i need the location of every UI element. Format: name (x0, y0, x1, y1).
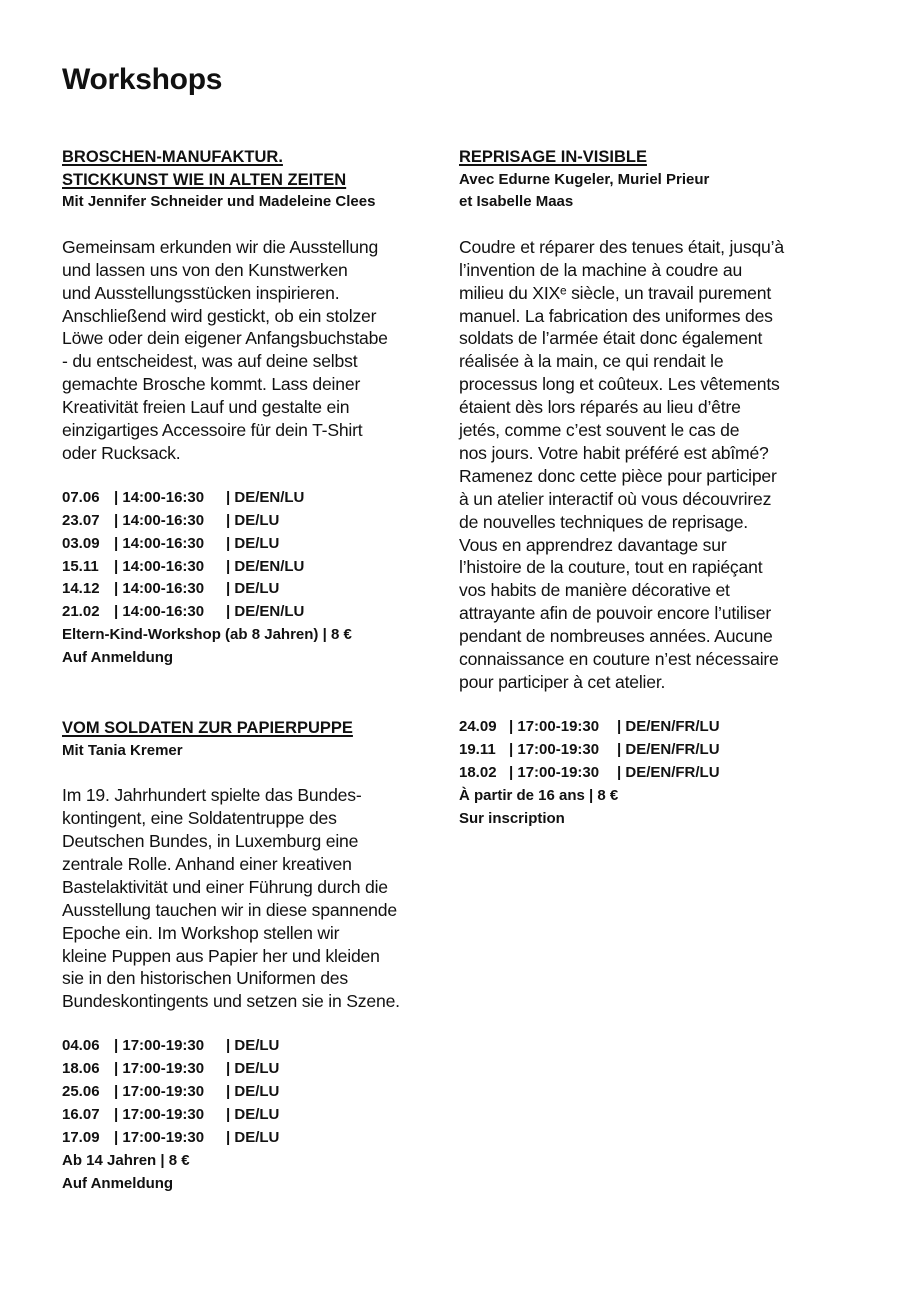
schedule-time: | 14:00-16:30 (114, 603, 205, 621)
workshop-schedule (459, 716, 839, 831)
schedule-date: 24.09 (459, 717, 497, 735)
schedule-row (62, 556, 442, 579)
workshop-instructors (459, 169, 839, 214)
description-line: pendant de nombreuses années. Aucune (459, 626, 773, 647)
schedule-languages: | DE/LU (226, 580, 280, 598)
workshop-description (62, 236, 442, 465)
instructors-line: et Isabelle Maas (459, 193, 574, 211)
schedule-time: | 17:00-19:30 (509, 740, 600, 758)
schedule-row (62, 533, 442, 556)
workshop-description (62, 784, 442, 1013)
description-line: à un atelier interactif où vous découvrirez (459, 488, 772, 509)
description-line: attrayante afin de pouvoir encore l’utiliser (459, 603, 771, 624)
description-line: und lassen uns von den Kunstwerken (62, 259, 348, 280)
schedule-languages: | DE/EN/FR/LU (617, 717, 720, 735)
schedule-date: 16.07 (62, 1105, 100, 1123)
schedule-date: 17.09 (62, 1128, 100, 1146)
schedule-date: 23.07 (62, 511, 100, 529)
description-line: Bundeskontingents und setzen sie in Szene. (62, 991, 400, 1012)
description-line: manuel. La fabrication des uniformes des (459, 305, 773, 326)
description-line: Coudre et réparer des tenues était, jusqu’à (459, 236, 784, 257)
schedule-languages: | DE/EN/FR/LU (617, 763, 720, 781)
workshop-title-line: REPRISAGE IN-VISIBLE (459, 148, 647, 166)
description-line: Gemeinsam erkunden wir die Ausstellung (62, 236, 379, 257)
description-line: l’invention de la machine à coudre au (459, 259, 743, 280)
description-line: réalisée à la main, ce qui rendait le (459, 351, 724, 372)
workshop-title (62, 146, 442, 191)
workshop-registration-note: Auf Anmeldung (62, 1174, 174, 1192)
description-line: Anschließend wird gestickt, ob ein stolzer (62, 305, 377, 326)
schedule-languages: | DE/EN/LU (226, 557, 305, 575)
description-line: Ausstellung tauchen wir in diese spannende (62, 899, 397, 920)
description-line: kontingent, eine Soldatentruppe des (62, 808, 337, 829)
schedule-time: | 17:00-19:30 (509, 717, 600, 735)
description-line: de nouvelles techniques de reprisage. (459, 511, 748, 532)
description-line: connaissance en couture n’est nécessaire (459, 649, 779, 670)
workshop-vom-soldaten-zur-papierpuppe (62, 717, 442, 1196)
description-line: jetés, comme c’est souvent le cas de (459, 420, 740, 441)
workshop-broschen-manufaktur (62, 146, 442, 670)
description-line: kleine Puppen aus Papier her und kleiden (62, 945, 380, 966)
page-title: Workshops (62, 63, 223, 96)
schedule-date: 18.02 (459, 763, 497, 781)
description-line: Bastelaktivität und einer Führung durch die (62, 876, 388, 897)
workshop-title (459, 146, 839, 169)
schedule-date: 14.12 (62, 580, 100, 598)
workshop-registration-note: Auf Anmeldung (62, 649, 174, 667)
workshop-title-line: STICKKUNST WIE IN ALTEN ZEITEN (62, 170, 347, 189)
schedule-languages: | DE/EN/LU (226, 488, 305, 506)
schedule-date: 07.06 (62, 488, 100, 506)
workshop-instructors: Mit Jennifer Schneider und Madeleine Clees (62, 193, 376, 211)
description-line: sie in den historischen Uniformen des (62, 968, 348, 989)
schedule-time: | 14:00-16:30 (114, 511, 205, 529)
schedule-time: | 14:00-16:30 (114, 557, 205, 575)
workshop-instructors: Mit Tania Kremer (62, 741, 183, 759)
schedule-row (62, 1127, 442, 1150)
description-line: pour participer à cet atelier. (459, 672, 666, 692)
instructors-line: Avec Edurne Kugeler, Muriel Prieur (459, 170, 710, 188)
workshop-price-note: Ab 14 Jahren | 8 € (62, 1151, 190, 1169)
schedule-row (459, 739, 839, 762)
description-line: - du entscheidest, was auf deine selbst (62, 351, 358, 372)
schedule-row (459, 716, 839, 739)
description-line: einzigartiges Accessoire für dein T-Shirt (62, 420, 363, 441)
description-line: gemachte Brosche kommt. Lass deiner (62, 374, 361, 395)
description-line: Deutschen Bundes, in Luxemburg eine (62, 831, 359, 851)
schedule-date: 25.06 (62, 1083, 100, 1101)
description-line: l’histoire de la couture, tout en rapiéçant (459, 557, 763, 578)
schedule-languages: | DE/LU (226, 1060, 280, 1078)
workshop-title-line: VOM SOLDATEN ZUR PAPIERPUPPE (62, 719, 353, 737)
schedule-languages: | DE/LU (226, 1128, 280, 1146)
schedule-date: 15.11 (62, 557, 99, 575)
description-line: Epoche ein. Im Workshop stellen wir (62, 922, 340, 943)
description-line: processus long et coûteux. Les vêtements (459, 374, 780, 395)
schedule-row (62, 487, 442, 510)
workshop-title-line: BROSCHEN-MANUFAKTUR. (62, 148, 283, 166)
description-line: oder Rucksack. (62, 442, 181, 463)
description-line: Kreativität freien Lauf und gestalte ein (62, 397, 350, 418)
workshop-title (62, 717, 442, 740)
schedule-row (62, 1104, 442, 1127)
schedule-time: | 14:00-16:30 (114, 580, 205, 598)
description-line: Löwe oder dein eigener Anfangsbuchstabe (62, 328, 388, 349)
workshop-price-note: Eltern-Kind-Workshop (ab 8 Jahren) | 8 € (62, 626, 352, 644)
description-line: Vous en apprendrez davantage sur (459, 534, 727, 555)
schedule-time: | 17:00-19:30 (114, 1060, 205, 1078)
schedule-row (62, 601, 442, 624)
description-line: und Ausstellungsstücken inspirieren. (62, 282, 340, 303)
schedule-time: | 17:00-19:30 (114, 1105, 205, 1123)
description-line: vos habits de manière décorative et (459, 580, 730, 601)
schedule-time: | 17:00-19:30 (114, 1128, 205, 1146)
workshop-schedule (62, 1035, 442, 1195)
workshop-registration-note: Sur inscription (459, 809, 565, 827)
schedule-languages: | DE/EN/FR/LU (617, 740, 720, 758)
schedule-time: | 17:00-19:30 (509, 763, 600, 781)
schedule-languages: | DE/LU (226, 1083, 280, 1101)
workshop-price-note: À partir de 16 ans | 8 € (459, 786, 619, 804)
schedule-time: | 17:00-19:30 (114, 1037, 205, 1055)
workshop-reprisage-in-visible (459, 146, 839, 830)
description-line: milieu du XIXᵉ siècle, un travail purement (459, 282, 772, 303)
description-line: Ramenez donc cette pièce pour participer (459, 465, 777, 486)
schedule-date: 18.06 (62, 1060, 100, 1078)
schedule-date: 04.06 (62, 1037, 100, 1055)
description-line: étaient dès lors réparés au lieu d’être (459, 397, 741, 418)
schedule-languages: | DE/LU (226, 511, 280, 529)
schedule-languages: | DE/EN/LU (226, 603, 305, 621)
schedule-date: 03.09 (62, 534, 100, 552)
description-line: Im 19. Jahrhundert spielte das Bundes- (62, 785, 362, 806)
schedule-time: | 17:00-19:30 (114, 1083, 205, 1101)
schedule-languages: | DE/LU (226, 534, 280, 552)
workshop-description (459, 236, 839, 694)
schedule-row (62, 578, 442, 601)
description-line: soldats de l’armée était donc également (459, 328, 763, 349)
schedule-time: | 14:00-16:30 (114, 534, 205, 552)
description-line: zentrale Rolle. Anhand einer kreativen (62, 853, 352, 874)
schedule-date: 21.02 (62, 603, 100, 621)
description-line: nos jours. Votre habit préféré est abîmé? (459, 442, 769, 463)
schedule-row (62, 510, 442, 533)
schedule-row (62, 1035, 442, 1058)
schedule-date: 19.11 (459, 740, 496, 758)
schedule-row (62, 1058, 442, 1081)
schedule-languages: | DE/LU (226, 1105, 280, 1123)
schedule-languages: | DE/LU (226, 1037, 280, 1055)
schedule-time: | 14:00-16:30 (114, 488, 205, 506)
schedule-row (459, 762, 839, 785)
schedule-row (62, 1081, 442, 1104)
workshop-schedule (62, 487, 442, 670)
